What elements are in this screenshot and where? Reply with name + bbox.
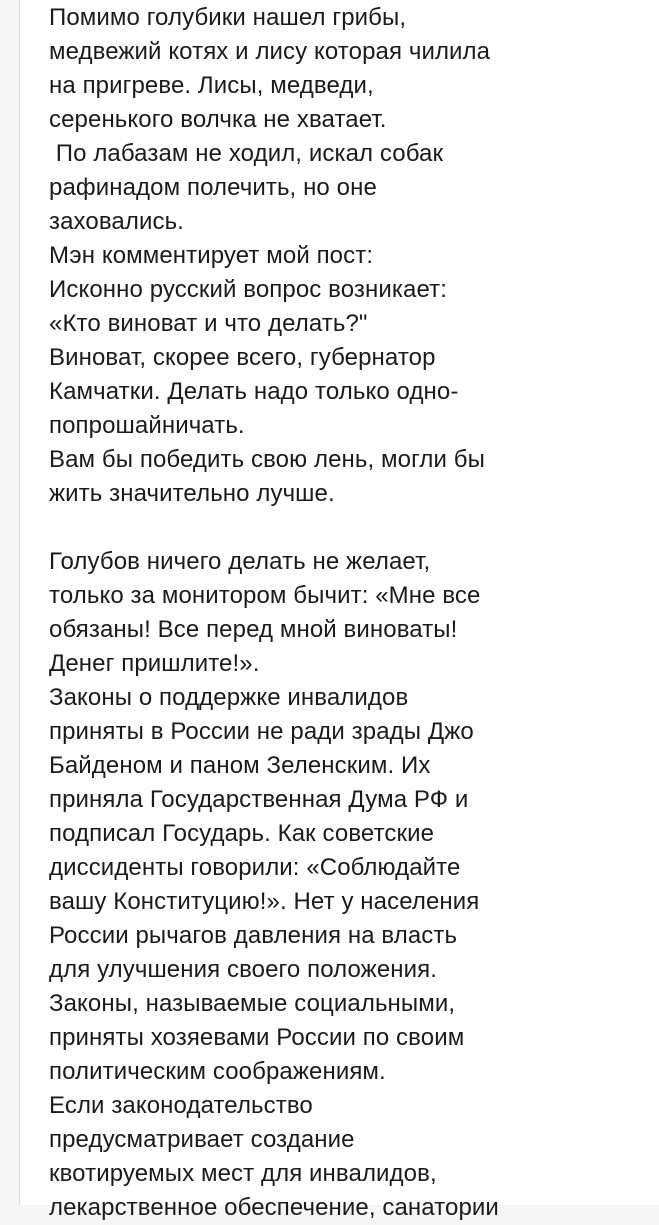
text-line: медвежий котях и лису которая чилила [49,38,491,65]
text-line: Исконно русский вопрос возникает: [49,276,447,303]
text-line: Байденом и паном Зеленским. Их [49,752,431,779]
post-card [19,0,659,1221]
text-line: Если законодательство [49,1092,313,1119]
text-line: Голубов ничего делать не желает, [49,548,431,575]
text-line: обязаны! Все перед мной виноваты! [49,616,458,643]
text-line: «Кто виноват и что делать?" [49,310,368,337]
text-line: только за монитором бычит: «Мне все [49,582,481,609]
text-line: заховались. [49,208,184,235]
text-line: приняты в России не ради зрады Джо [49,718,474,745]
text-line: жить значительно лучше. [49,480,335,507]
post-body [49,0,639,1225]
text-line: Виноват, скорее всего, губернатор [49,344,436,371]
text-line: Мэн комментирует мой пост: [49,242,374,269]
text-line: для улучшения своего положения. [49,956,437,983]
text-line: Камчатки. Делать надо только одно- [49,378,459,405]
text-line: диссиденты говорили: «Соблюдайте [49,854,461,881]
text-line: предусматривает создание [49,1126,355,1153]
text-line: приняла Государственная Дума РФ и [49,786,469,813]
text-line: Вам бы победить свою лень, могли бы [49,446,485,473]
text-line: вашу Конституцию!». Нет у населения [49,888,480,915]
text-line: Законы, называемые социальными, [49,990,456,1017]
text-line: По лабазам не ходил, искал собак [49,140,444,167]
text-line: попрошайничать. [49,412,245,439]
text-line: политическим соображениям. [49,1058,386,1085]
text-line: России рычагов давления на власть [49,922,458,949]
text-line: Помимо голубики нашел грибы, [49,4,407,31]
text-line: квотируемых мест для инвалидов, [49,1160,437,1187]
text-line: Законы о поддержке инвалидов [49,684,409,711]
text-line: приняты хозяевами России по своим [49,1024,465,1051]
text-line: рафинадом полечить, но оне [49,174,377,201]
text-line: серенького волчка не хватает. [49,106,387,133]
text-line: подписал Государь. Как советские [49,820,435,847]
text-line: лекарственное обеспечение, санатории [49,1194,499,1221]
text-line: на пригреве. Лисы, медведи, [49,72,374,99]
text-line: Денег пришлите!». [49,650,260,677]
paragraph-break [49,511,639,545]
